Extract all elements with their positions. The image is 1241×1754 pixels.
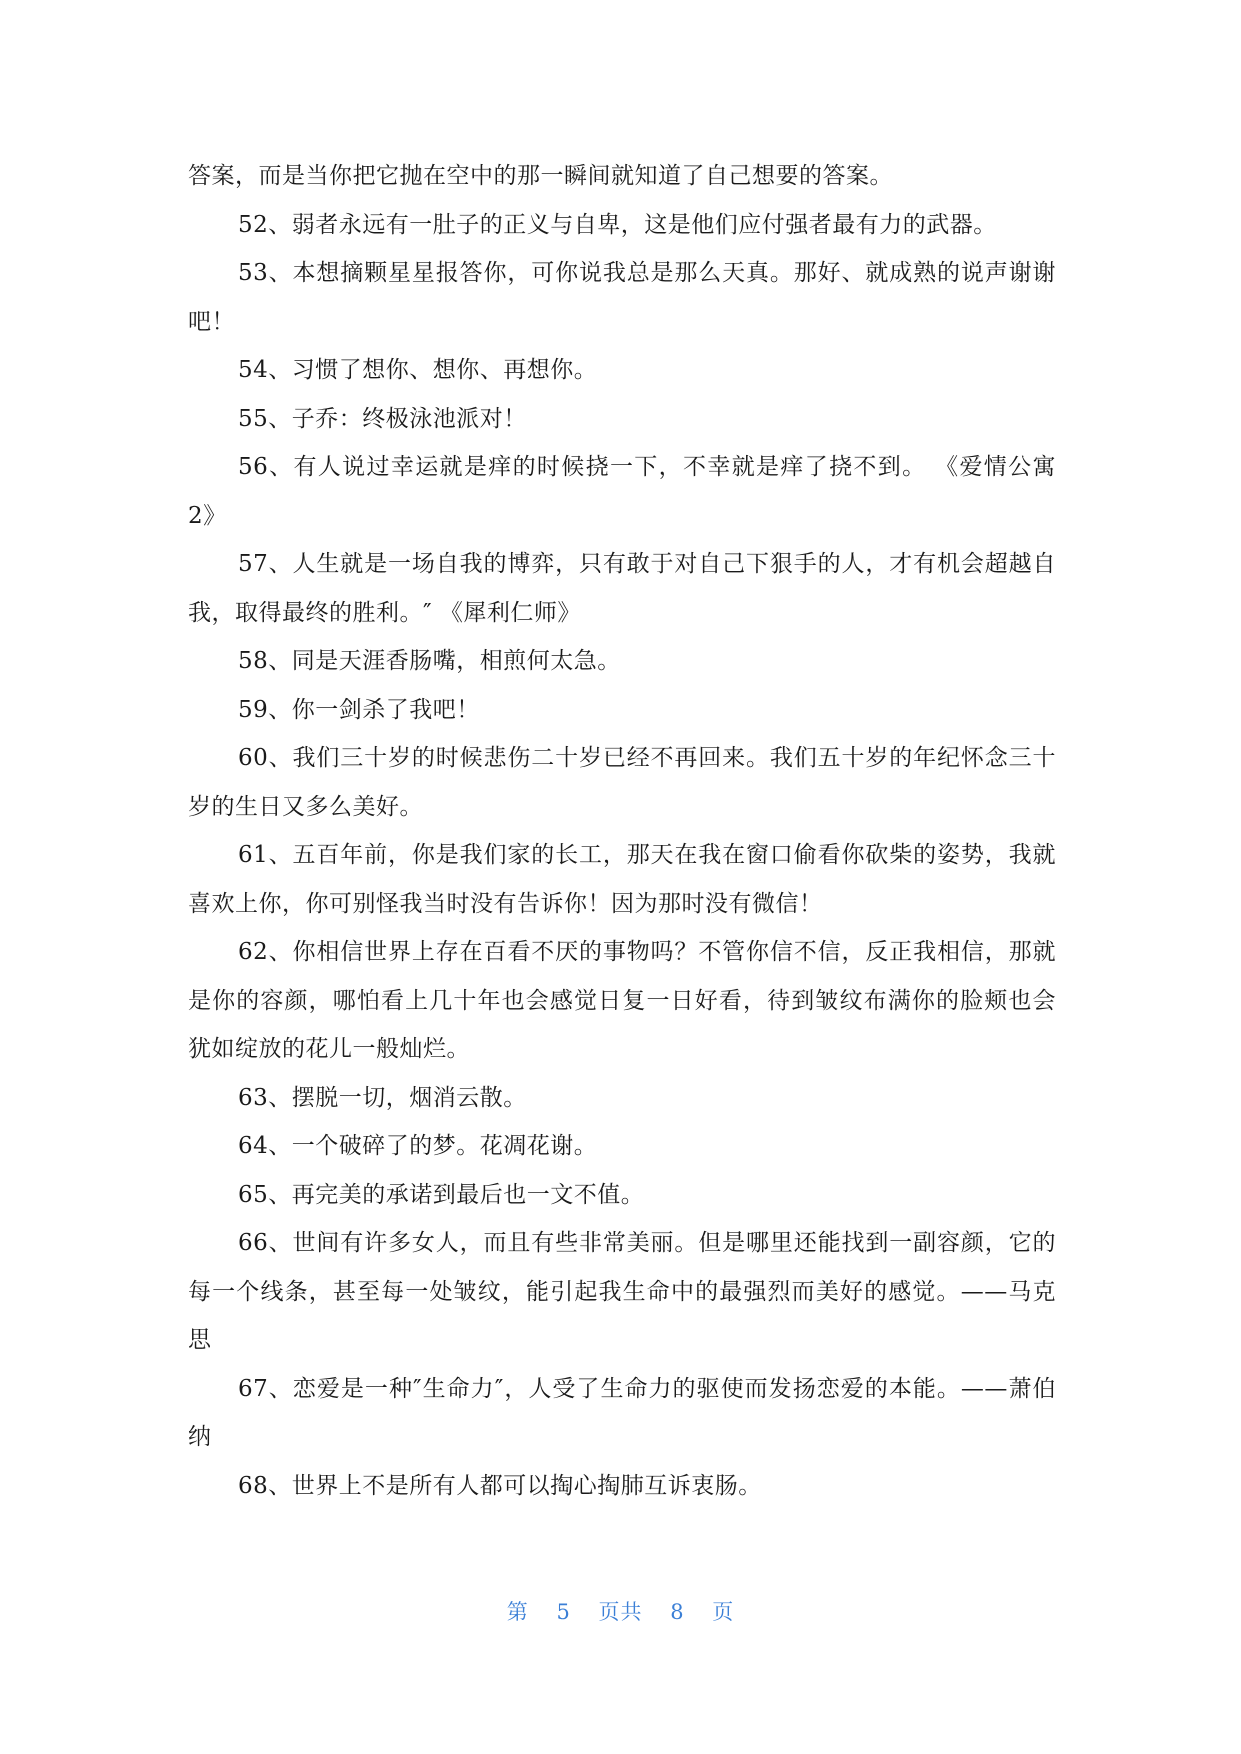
document-body	[188, 152, 1056, 1510]
paragraph: 57、人生就是一场自我的博弈，只有敢于对自己下狠手的人，才有机会超越自我，取得最终的胜利。″ 《犀利仁师》	[188, 551, 1056, 626]
footer-total-pages: 8	[670, 1600, 685, 1624]
page-footer	[0, 1596, 1241, 1626]
footer-suffix: 页	[712, 1600, 735, 1624]
paragraph: 58、同是天涯香肠嘴，相煎何太急。	[238, 648, 621, 674]
paragraph: 63、摆脱一切，烟消云散。	[238, 1084, 527, 1111]
paragraph: 56、有人说过幸运就是痒的时候挠一下，不幸就是痒了挠不到。 《爱情公寓 2》	[188, 454, 1056, 529]
paragraph: 62、你相信世界上存在百看不厌的事物吗？不管你信不信，反正我相信，那就是你的容颜，哪怕看上几十年也会感觉日复一日好看，待到皱纹布满你的脸颊也会犹如绽放的花儿一般灿烂。	[188, 939, 1056, 1062]
paragraph: 52、弱者永远有一肚子的正义与自卑，这是他们应付强者最有力的武器。	[238, 211, 997, 238]
paragraph: 59、你一剑杀了我吧！	[238, 696, 480, 723]
paragraph: 65、再完美的承诺到最后也一文不值。	[238, 1181, 645, 1208]
paragraph: 55、子乔：终极泳池派对！	[238, 405, 527, 432]
paragraph: 68、世界上不是所有人都可以掏心掏肺互诉衷肠。	[238, 1472, 762, 1499]
footer-prefix: 第	[506, 1600, 529, 1624]
paragraph: 64、一个破碎了的梦。花凋花谢。	[238, 1133, 598, 1159]
paragraph: 53、本想摘颗星星报答你，可你说我总是那么天真。那好、就成熟的说声谢谢吧！	[188, 260, 1056, 335]
paragraph: 60、我们三十岁的时候悲伤二十岁已经不再回来。我们五十岁的年纪怀念三十岁的生日又多么美好。	[188, 745, 1056, 820]
paragraph: 66、世间有许多女人，而且有些非常美丽。但是哪里还能找到一副容颜，它的每一个线条，甚至每一处皱纹，能引起我生命中的最强烈而美好的感觉。——马克思	[188, 1230, 1056, 1353]
footer-current-page: 5	[556, 1600, 571, 1624]
paragraph: 答案，而是当你把它抛在空中的那一瞬间就知道了自己想要的答案。	[188, 163, 893, 189]
paragraph: 61、五百年前，你是我们家的长工，那天在我在窗口偷看你砍柴的姿势，我就喜欢上你，你可别怪我当时没有告诉你！因为那时没有微信！	[188, 842, 1056, 917]
paragraph: 54、习惯了想你、想你、再想你。	[238, 357, 598, 383]
footer-middle: 页共	[598, 1600, 643, 1624]
paragraph: 67、恋爱是一种″生命力″，人受了生命力的驱使而发扬恋爱的本能。——萧伯纳	[188, 1375, 1056, 1450]
